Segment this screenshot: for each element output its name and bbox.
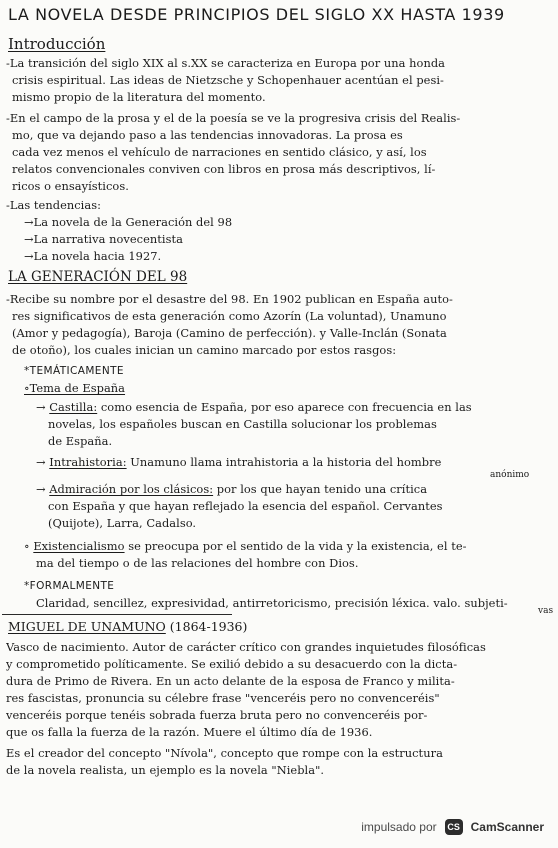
admiracion-line: con España y que hayan reflejado la esencia del español. Cervantes (48, 499, 443, 513)
formalmente-tail: vas (538, 606, 554, 616)
unamuno-line: que os falla la fuerza de la razón. Muere el último día de 1936. (6, 725, 373, 739)
unamuno-line: y comprometido políticamente. Se exilió debido a su desacuerdo con la dicta- (6, 657, 458, 671)
intro-line: -En el campo de la prosa y el de la poesía se ve la progresiva crisis del Realis- (6, 111, 461, 125)
intrahistoria-text: Unamuno llama intrahistoria a la historia del hombre (130, 455, 442, 469)
camscanner-watermark (361, 816, 544, 838)
existencialismo-text: se preocupa por el sentido de la vida y la existencia, el te- (128, 539, 467, 553)
intro-line: crisis espiritual. Las ideas de Nietzsche y Schopenhauer acentúan el pesi- (12, 73, 444, 87)
tendencias-label: -Las tendencias: (6, 198, 101, 212)
unamuno-dates: (1864-1936) (169, 619, 248, 634)
castilla-line: novelas, los españoles buscan en Castilla solucionar los problemas (48, 417, 437, 431)
unamuno-line: Es el creador del concepto "Nívola", concepto que rompe con la estructura (6, 746, 443, 760)
camscanner-brand: CamScanner (470, 820, 544, 834)
section-divider (2, 614, 232, 615)
gen98-line: -Recibe su nombre por el desastre del 98. En 1902 publican en España auto- (6, 292, 453, 306)
existencialismo-line: ∘ Existencialismo se preocupa por el sentido de la vida y la existencia, el te- (24, 539, 467, 553)
gen98-line: (Amor y pedagogía), Baroja (Camino de perfección). y Valle-Inclán (Sonata (12, 326, 447, 340)
castilla-label: Castilla: (49, 400, 98, 414)
existencialismo-line: ma del tiempo o de las relaciones del hombre con Dios. (36, 556, 359, 570)
tendencia-item: →La narrativa novecentista (24, 232, 183, 246)
admiracion-label: Admiración por los clásicos: (49, 482, 214, 496)
formalmente-label: *FORMALMENTE (24, 580, 115, 592)
page-title: LA NOVELA DESDE PRINCIPIOS DEL SIGLO XX HASTA 1939 (8, 5, 505, 24)
tendencia-item: →La novela hacia 1927. (24, 249, 162, 263)
gen98-line: de otoño), los cuales inician un camino marcado por estos rasgos: (12, 343, 397, 357)
intro-line: mismo propio de la literatura del momento. (12, 90, 266, 104)
intro-line: -La transición del siglo XIX al s.XX se caracteriza en Europa por una honda (6, 56, 446, 70)
intro-line: relatos convencionales conviven con libros en prosa más descriptivos, lí- (12, 162, 436, 176)
intro-line: cada vez menos el vehículo de narraciones en sentido clásico, y así, los (12, 145, 427, 159)
castilla-line: de España. (48, 434, 113, 448)
castilla-line: → Castilla: como esencia de España, por eso aparece con frecuencia en las (36, 400, 472, 414)
existencialismo-label: Existencialismo (33, 539, 125, 553)
unamuno-line: venceréis porque tenéis sobrada fuerza bruta pero no convenceréis por- (6, 708, 428, 722)
admiracion-line: (Quijote), Larra, Cadalso. (48, 516, 197, 530)
camscanner-logo-icon: CS (445, 819, 463, 835)
unamuno-line: Vasco de nacimiento. Autor de carácter crítico con grandes inquietudes filosóficas (6, 640, 486, 654)
admiracion-text: por los que hayan tenido una crítica (216, 482, 428, 496)
unamuno-line: res fascistas, pronuncia su célebre frase "venceréis pero no convenceréis" (6, 691, 440, 705)
powered-by-label: impulsado por (361, 820, 437, 834)
intro-heading: Introducción (8, 35, 106, 53)
intro-line: ricos o ensayísticos. (12, 179, 129, 193)
intro-line: mo, que va dejando paso a las tendencias innovadoras. La prosa es (12, 128, 403, 142)
tema-espana-label: ∘Tema de España (24, 381, 126, 395)
tematicamente-label: *TEMÁTICAMENTE (24, 365, 124, 377)
tendencia-item: →La novela de la Generación del 98 (24, 215, 233, 229)
unamuno-line: de la novela realista, un ejemplo es la novela "Niebla". (6, 763, 325, 777)
gen98-heading: LA GENERACIÓN DEL 98 (8, 269, 188, 285)
unamuno-line: dura de Primo de Rivera. En un acto delante de la esposa de Franco y milita- (6, 674, 455, 688)
admiracion-line: → Admiración por los clásicos: por los que hayan tenido una crítica (36, 482, 428, 496)
gen98-line: res significativos de esta generación como Azorín (La voluntad), Unamuno (12, 309, 447, 323)
formalmente-text: Claridad, sencillez, expresividad, antirretoricismo, precisión léxica. valo. subjeti- (36, 596, 508, 610)
unamuno-heading-line (8, 618, 247, 636)
anonimo-note: anónimo (490, 470, 530, 480)
unamuno-heading: MIGUEL DE UNAMUNO (8, 619, 166, 634)
castilla-text: como esencia de España, por eso aparece con frecuencia en las (100, 400, 472, 414)
intrahistoria-label: Intrahistoria: (49, 455, 127, 469)
intrahistoria-line: → Intrahistoria: Unamuno llama intrahistoria a la historia del hombre (36, 455, 442, 469)
